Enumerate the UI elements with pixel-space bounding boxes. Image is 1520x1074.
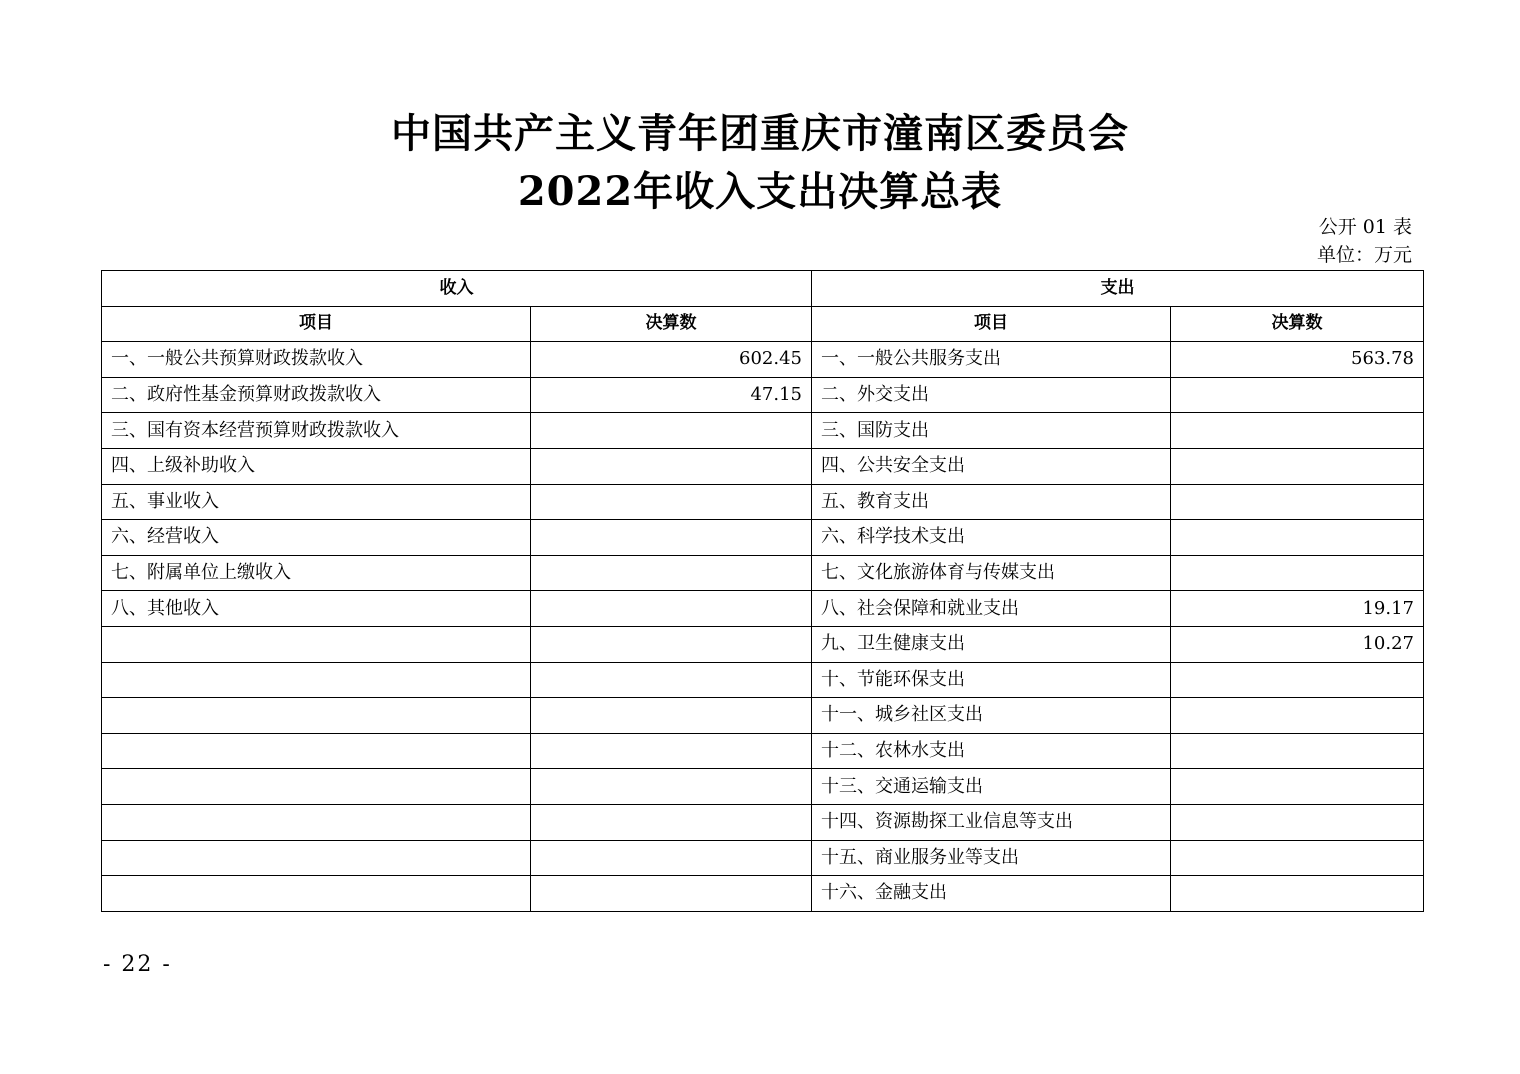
table-row [102, 342, 1424, 378]
budget-summary-table [101, 270, 1424, 912]
expense-amount-cell [1171, 484, 1424, 520]
income-amount-cell [531, 698, 812, 734]
income-amount-cell [531, 413, 812, 449]
income-amount-cell [531, 626, 812, 662]
column-header-row [102, 306, 1424, 342]
income-item-cell: 五、事业收入 [102, 484, 531, 520]
income-item-cell: 八、其他收入 [102, 591, 531, 627]
expense-item-cell: 十一、城乡社区支出 [812, 698, 1171, 734]
section-header-row [102, 271, 1424, 307]
income-amount-cell [531, 448, 812, 484]
expense-item-cell: 十六、金融支出 [812, 876, 1171, 912]
expense-item-cell: 七、文化旅游体育与传媒支出 [812, 555, 1171, 591]
income-amount-cell [531, 555, 812, 591]
table-row [102, 448, 1424, 484]
table-row [102, 804, 1424, 840]
income-item-cell: 四、上级补助收入 [102, 448, 531, 484]
table-row [102, 484, 1424, 520]
document-subtitle: 2022年收入支出决算总表 [517, 168, 1003, 215]
table-row [102, 769, 1424, 805]
table-row [102, 520, 1424, 556]
expense-item-cell: 十五、商业服务业等支出 [812, 840, 1171, 876]
expense-item-cell: 十三、交通运输支出 [812, 769, 1171, 805]
expense-amount-cell [1171, 555, 1424, 591]
expense-amount-cell [1171, 520, 1424, 556]
income-item-cell: 二、政府性基金预算财政拨款收入 [102, 377, 531, 413]
income-item-cell: 七、附属单位上缴收入 [102, 555, 531, 591]
expense-amount-cell: 563.78 [1171, 342, 1424, 378]
income-item-cell [102, 698, 531, 734]
income-item-cell [102, 769, 531, 805]
expense-item-cell: 五、教育支出 [812, 484, 1171, 520]
income-amount-cell [531, 662, 812, 698]
expense-amount-cell [1171, 804, 1424, 840]
income-item-cell [102, 804, 531, 840]
income-item-cell [102, 662, 531, 698]
expense-item-cell: 十四、资源勘探工业信息等支出 [812, 804, 1171, 840]
expense-amount-cell [1171, 662, 1424, 698]
income-amount-cell [531, 520, 812, 556]
expense-item-header: 项目 [812, 306, 1171, 342]
income-item-cell: 一、一般公共预算财政拨款收入 [102, 342, 531, 378]
expense-item-cell: 四、公共安全支出 [812, 448, 1171, 484]
income-amount-cell: 602.45 [531, 342, 812, 378]
income-amount-header: 决算数 [531, 306, 812, 342]
page-number: - 22 - [103, 952, 172, 977]
table-body [102, 342, 1424, 912]
expense-amount-cell [1171, 769, 1424, 805]
table-row [102, 698, 1424, 734]
expense-item-cell: 二、外交支出 [812, 377, 1171, 413]
income-amount-cell: 47.15 [531, 377, 812, 413]
table-row [102, 377, 1424, 413]
expense-item-cell: 九、卫生健康支出 [812, 626, 1171, 662]
income-item-cell [102, 626, 531, 662]
expense-amount-cell [1171, 377, 1424, 413]
table-code: 公开 01 表 [1318, 216, 1412, 238]
income-item-cell: 六、经营收入 [102, 520, 531, 556]
table-row [102, 413, 1424, 449]
expense-item-cell: 三、国防支出 [812, 413, 1171, 449]
table-row [102, 662, 1424, 698]
income-item-cell [102, 733, 531, 769]
table-row [102, 591, 1424, 627]
income-amount-cell [531, 840, 812, 876]
expense-item-cell: 一、一般公共服务支出 [812, 342, 1171, 378]
expense-section-header: 支出 [812, 271, 1424, 307]
expense-item-cell: 八、社会保障和就业支出 [812, 591, 1171, 627]
expense-item-cell: 六、科学技术支出 [812, 520, 1171, 556]
table-row [102, 626, 1424, 662]
expense-item-cell: 十、节能环保支出 [812, 662, 1171, 698]
income-item-cell: 三、国有资本经营预算财政拨款收入 [102, 413, 531, 449]
expense-item-cell: 十二、农林水支出 [812, 733, 1171, 769]
income-amount-cell [531, 733, 812, 769]
expense-amount-cell [1171, 448, 1424, 484]
expense-amount-header: 决算数 [1171, 306, 1424, 342]
table-row [102, 555, 1424, 591]
expense-amount-cell: 19.17 [1171, 591, 1424, 627]
expense-amount-cell [1171, 876, 1424, 912]
table-row [102, 840, 1424, 876]
income-amount-cell [531, 804, 812, 840]
income-amount-cell [531, 591, 812, 627]
expense-amount-cell [1171, 733, 1424, 769]
unit-label: 单位：万元 [1316, 244, 1412, 266]
document-title: 中国共产主义青年团重庆市潼南区委员会 [391, 110, 1129, 157]
income-item-header: 项目 [102, 306, 531, 342]
table-row [102, 876, 1424, 912]
income-section-header: 收入 [102, 271, 812, 307]
expense-amount-cell [1171, 840, 1424, 876]
income-amount-cell [531, 769, 812, 805]
income-item-cell [102, 876, 531, 912]
expense-amount-cell [1171, 698, 1424, 734]
table-row [102, 733, 1424, 769]
income-amount-cell [531, 876, 812, 912]
income-item-cell [102, 840, 531, 876]
expense-amount-cell [1171, 413, 1424, 449]
income-amount-cell [531, 484, 812, 520]
expense-amount-cell: 10.27 [1171, 626, 1424, 662]
